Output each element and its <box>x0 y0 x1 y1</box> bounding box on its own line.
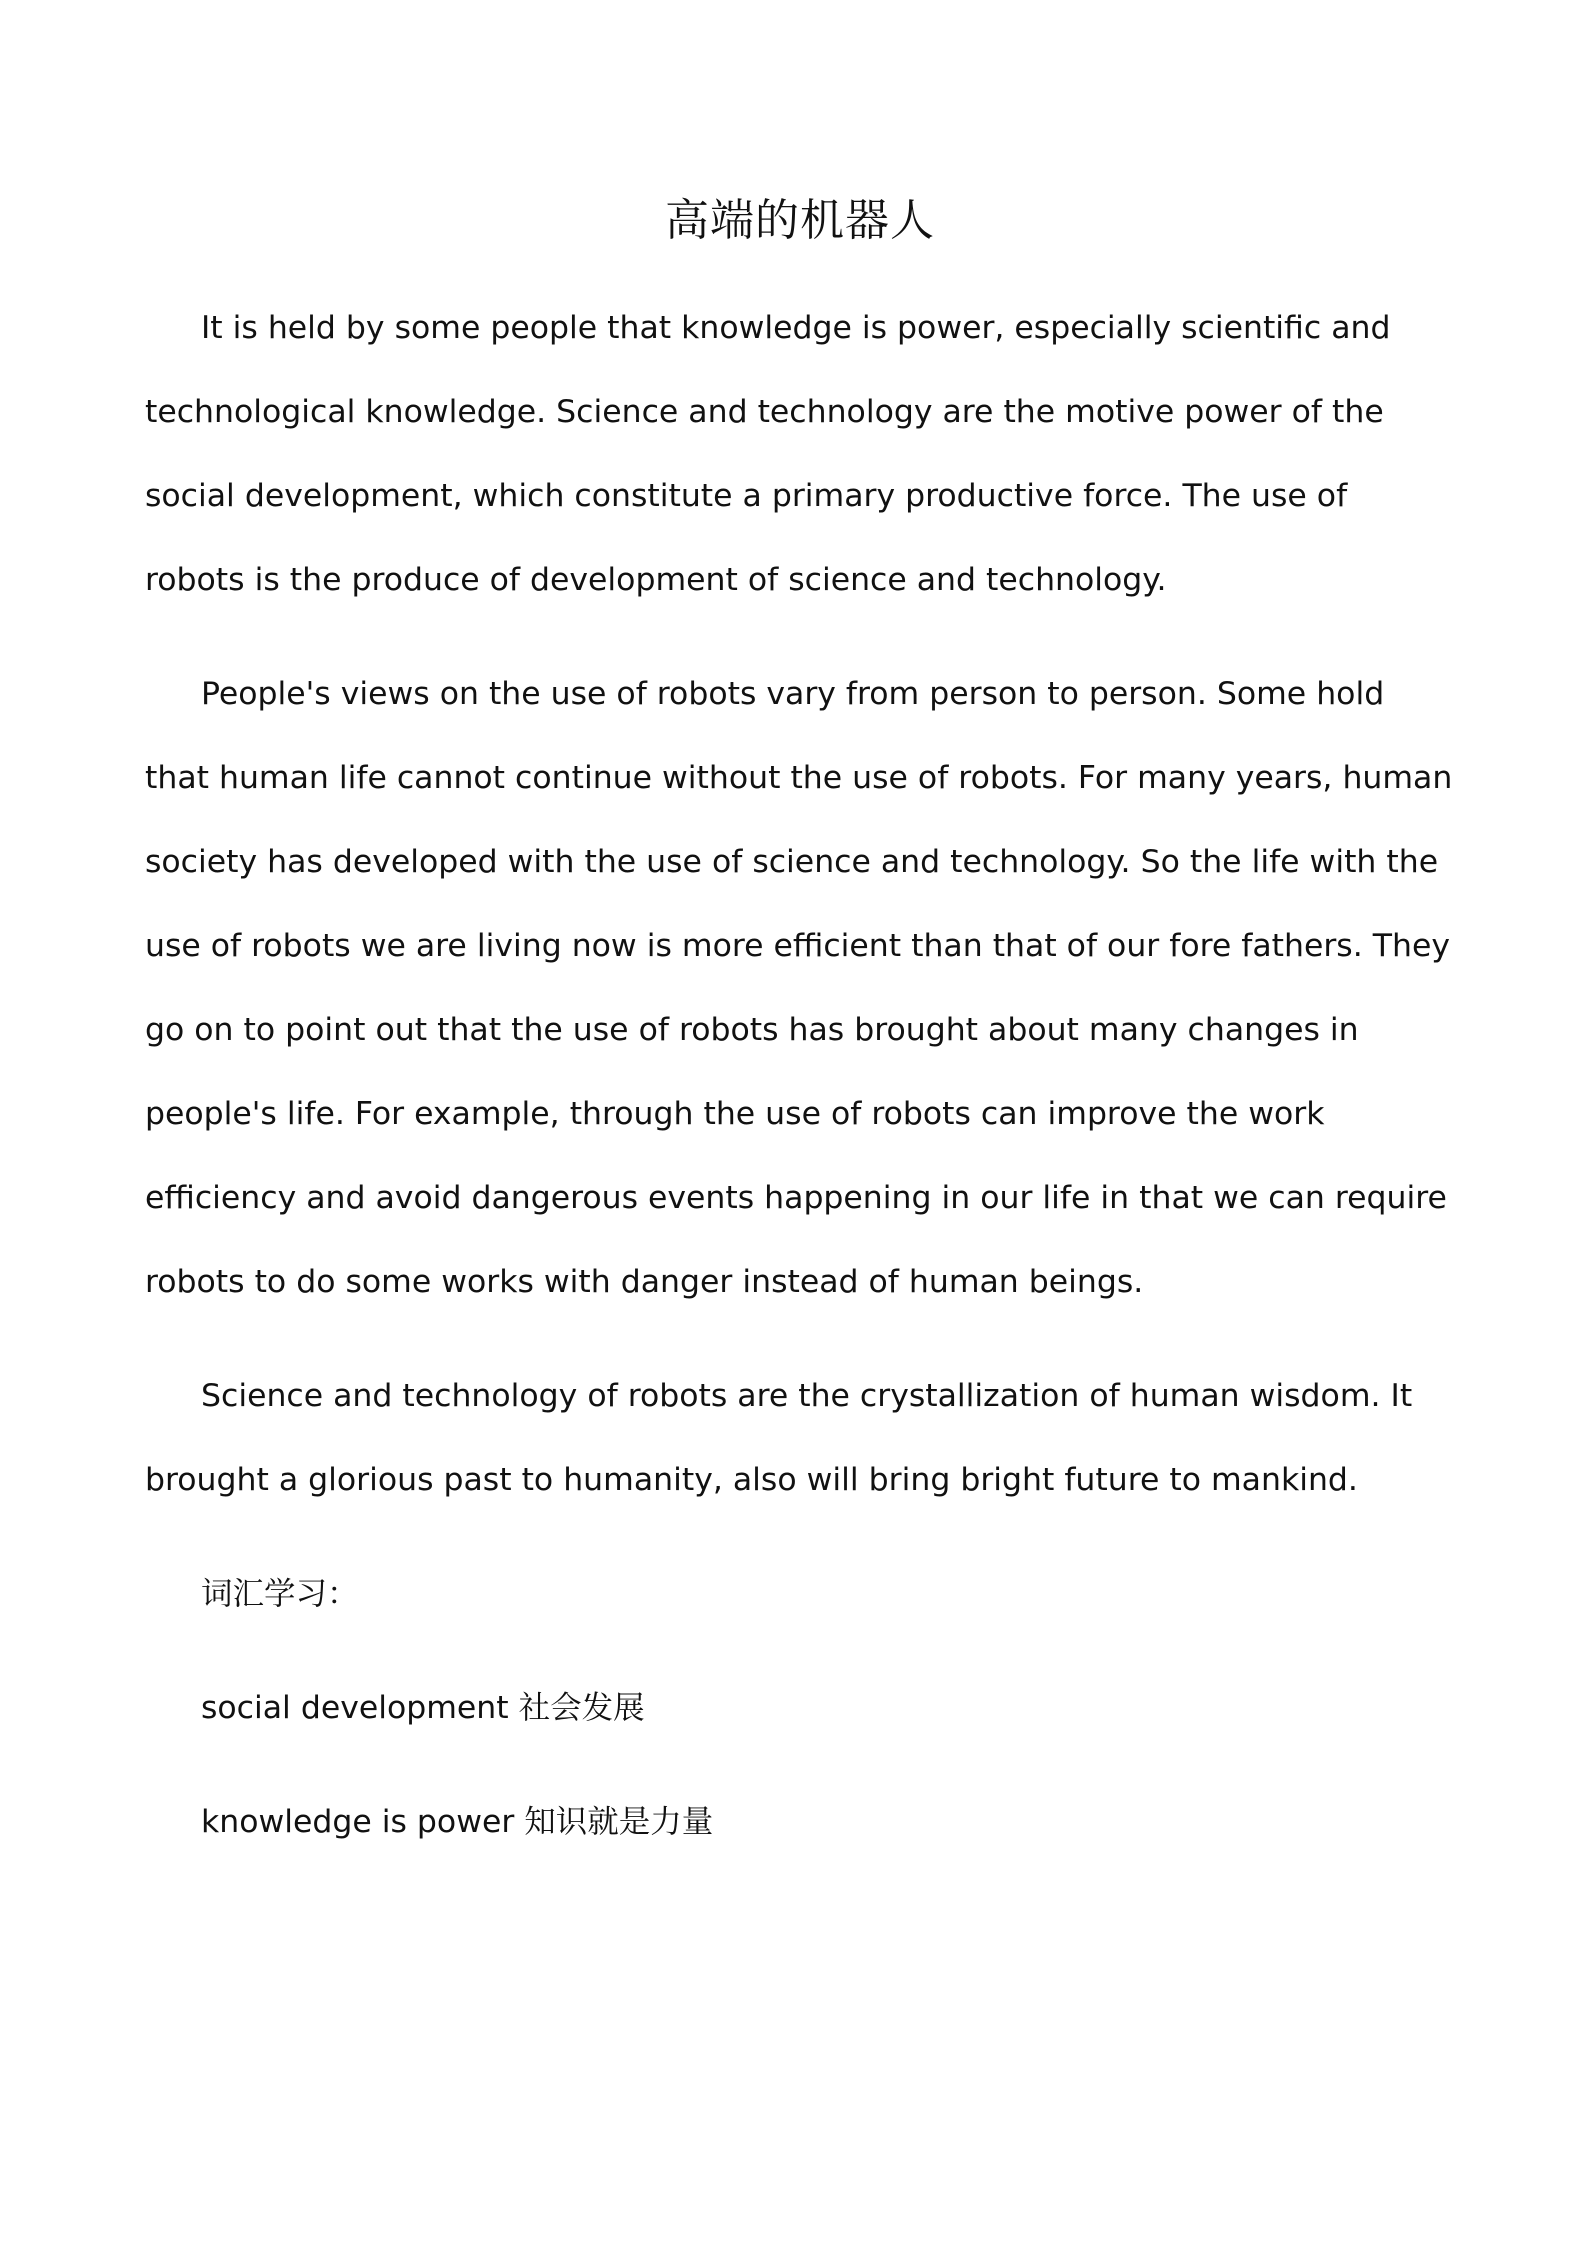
document-page <box>145 195 1455 1894</box>
vocab-heading: 词汇学习： <box>201 1575 359 1612</box>
vocab-item-knowledge-is-power: knowledge is power 知识就是力量 <box>201 1803 714 1840</box>
body-paragraph-1: It is held by some people that knowledge is power, especially scientific and technological knowledge. Science and technology are the motive power of the social development, which constitute a primary productive force. The use of robots is the produce of development of science and technology. <box>145 309 1391 598</box>
body-paragraph-2: People's views on the use of robots vary from person to person. Some hold that human life cannot continue without the use of robots. For many years, human society has developed with the use of science and technology. So the life with the use of robots we are living now is more efficient than that of our fore fathers. They go on to point out that the use of robots has brought about many changes in people's life. For example, through the use of robots can improve the work efficiency and avoid dangerous events happening in our life in that we can require robots to do some works with danger instead of human beings. <box>145 675 1453 1300</box>
body-paragraph-3: Science and technology of robots are the crystallization of human wisdom. It brought a glorious past to humanity, also will bring bright future to mankind. <box>145 1377 1413 1498</box>
vocab-item-social-development: social development 社会发展 <box>201 1689 645 1726</box>
document-title: 高端的机器人 <box>665 195 935 246</box>
